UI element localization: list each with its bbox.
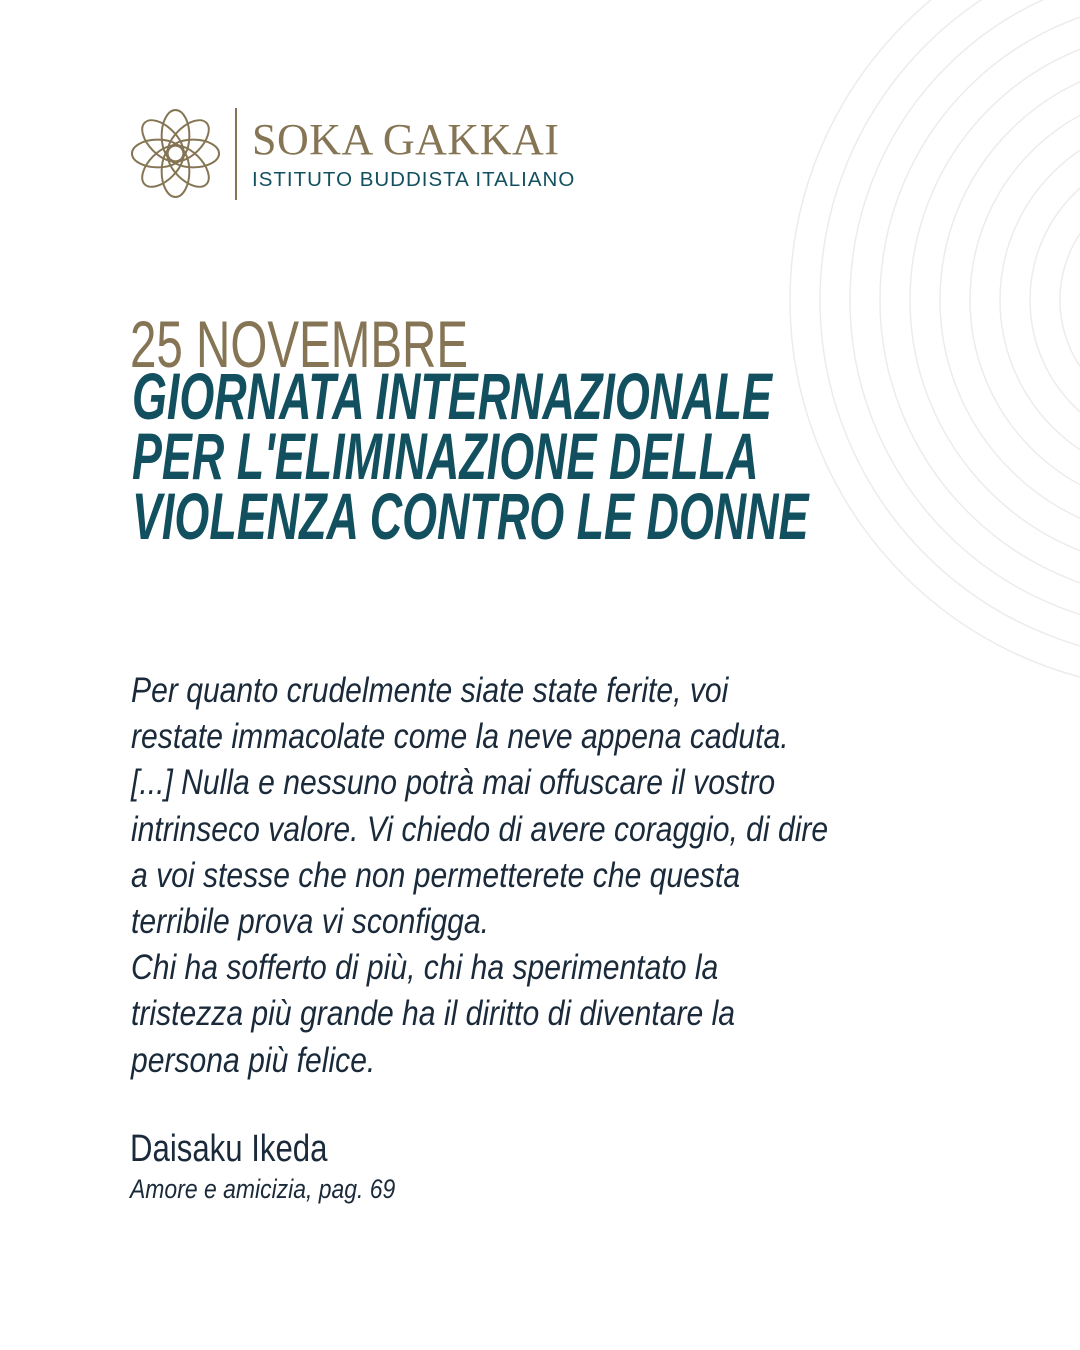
quote-line: Per quanto crudelmente siate state ferite, voi bbox=[131, 671, 729, 710]
quote-line: intrinseco valore. Vi chiedo di avere coraggio, di dire bbox=[131, 809, 829, 849]
logo-subtitle: ISTITUTO BUDDISTA ITALIANO bbox=[252, 168, 576, 191]
quote-line: terribile prova vi sconfigga. bbox=[131, 902, 490, 942]
headline bbox=[132, 359, 1080, 553]
quote-line: a voi stesse che non permetterete che questa bbox=[131, 855, 741, 895]
quote-line: restate immacolate come la neve appena caduta. bbox=[131, 717, 789, 757]
quote-line: Chi ha sofferto di più, chi ha sperimentato la bbox=[131, 948, 719, 988]
source-text: Amore e amicizia, pag. 69 bbox=[130, 1174, 396, 1204]
logo-divider bbox=[235, 108, 237, 200]
headline-line: PER L'ELIMINAZIONE DELLA bbox=[132, 419, 759, 493]
headline-line: GIORNATA INTERNAZIONALE bbox=[132, 359, 772, 433]
quote-line: tristezza più grande ha il diritto di diventare la bbox=[131, 994, 736, 1034]
date-text: 25 NOVEMBRE bbox=[130, 307, 469, 381]
quote-line: persona più felice. bbox=[131, 1040, 376, 1080]
logo-title: SOKA GAKKAI bbox=[252, 115, 560, 164]
quote-author bbox=[130, 1128, 371, 1171]
quote-text bbox=[131, 668, 942, 1084]
quote-source bbox=[130, 1174, 442, 1205]
quote-line: [...] Nulla e nessuno potrà mai offuscare il vostro bbox=[131, 763, 776, 803]
lotus-flower-icon bbox=[128, 106, 223, 201]
author-name: Daisaku Ikeda bbox=[130, 1128, 328, 1170]
headline-line: VIOLENZA CONTRO LE DONNE bbox=[132, 479, 809, 553]
